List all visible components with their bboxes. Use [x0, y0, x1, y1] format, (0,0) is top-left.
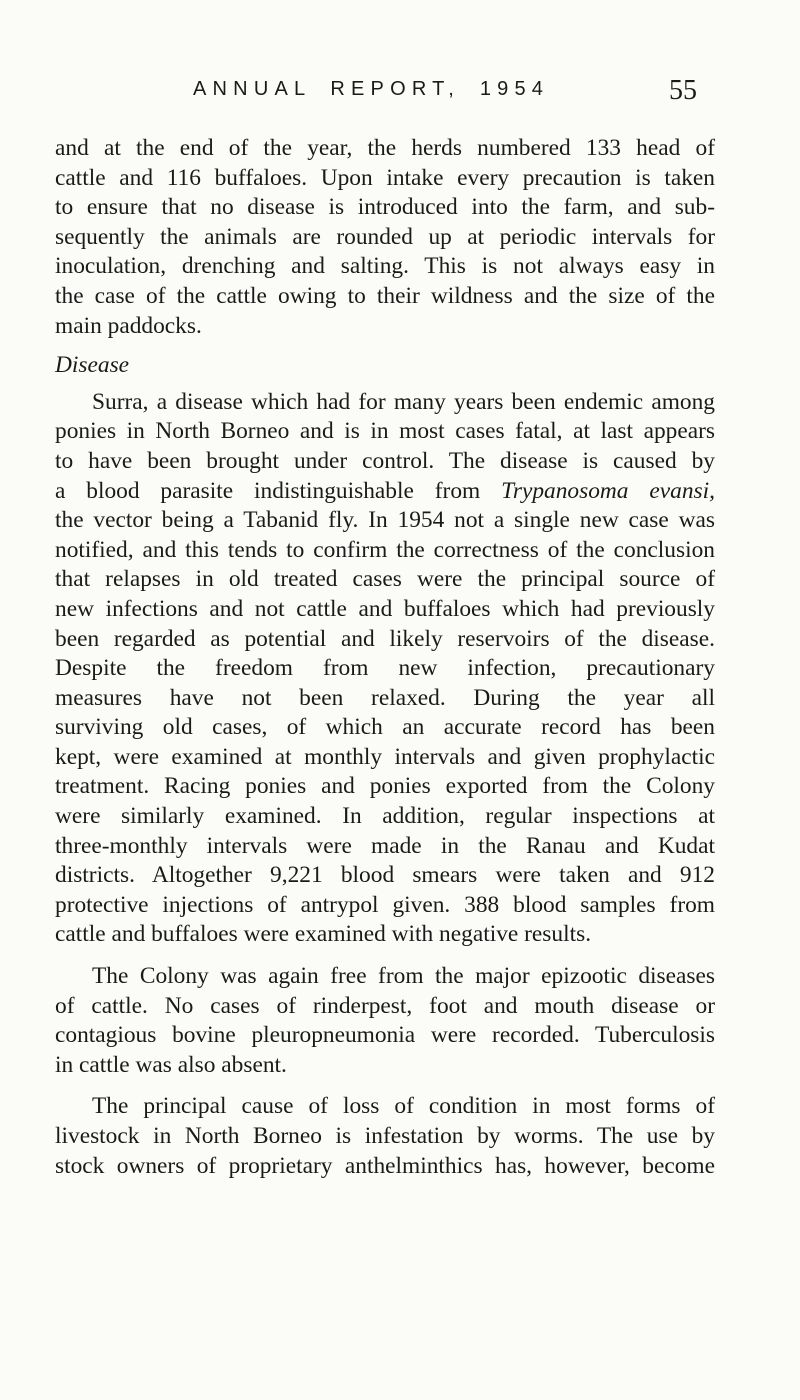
paragraph-epizootic: [55, 962, 715, 1080]
text-line: cattle and 116 buffaloes. Upon intake every precaution is taken: [55, 164, 715, 191]
text-line: in cattle was also absent.: [55, 1051, 287, 1078]
text-line: cattle and buffaloes were examined with negative results.: [55, 921, 592, 948]
page-number: 55: [669, 75, 697, 106]
text-line: [55, 477, 715, 507]
page-header: [0, 75, 800, 118]
text-line: livestock in North Borneo is infestation by worms. The use by: [55, 1123, 715, 1149]
text-fragment: a blood parasite indistinguishable from: [55, 477, 502, 504]
text-line: sequently the animals are rounded up at periodic intervals for: [55, 223, 715, 250]
paragraph-surra: [55, 388, 715, 950]
species-name: Trypanosoma evansi,: [501, 477, 715, 504]
text-line: of cattle. No cases of rinderpest, foot and mouth disease or: [55, 992, 715, 1019]
text-line: three-monthly intervals were made in the Ranau and Kudat: [55, 832, 715, 859]
section-heading: Disease: [55, 352, 130, 379]
running-title: ANNUAL REPORT, 1954: [193, 78, 550, 100]
text-line: that relapses in old treated cases were the principal source of: [55, 566, 715, 593]
text-line: contagious bovine pleuropneumonia were recorded. Tuberculosis: [55, 1022, 715, 1049]
text-line: kept, were examined at monthly intervals and given prophylactic: [55, 743, 715, 770]
text-line: treatment. Racing ponies and ponies exported from the Colony: [55, 773, 715, 800]
text-line: main paddocks.: [55, 312, 202, 339]
text-line: districts. Altogether 9,221 blood smears were taken and 912: [55, 862, 715, 889]
text-line: Despite the freedom from new infection, precautionary: [55, 655, 715, 682]
paragraph-gap: [55, 1080, 715, 1092]
paragraph-worms: [55, 1092, 715, 1181]
text-line: to have been brought under control. The disease is caused by: [55, 447, 715, 474]
text-line: The Colony was again free from the major epizootic diseases: [92, 963, 715, 990]
text-line: stock owners of proprietary anthelminthics has, however, become: [55, 1152, 715, 1179]
text-line: surviving old cases, of which an accurate record has been: [55, 714, 715, 741]
text-line: the vector being a Tabanid fly. In 1954 not a single new case was: [55, 507, 715, 534]
text-line: The principal cause of loss of condition in most forms of: [92, 1093, 715, 1120]
paragraph-farm-herds: [55, 134, 715, 341]
body-text: [55, 134, 715, 1181]
text-line: inoculation, drenching and salting. This is not always easy in: [55, 253, 715, 280]
text-line: ponies in North Borneo and is in most cases fatal, at last appears: [55, 418, 715, 445]
text-line: and at the end of the year, the herds numbered 133 head of: [55, 135, 715, 161]
text-line: been regarded as potential and likely reservoirs of the disease.: [55, 625, 715, 652]
paragraph-gap: [55, 950, 715, 962]
text-line: protective injections of antrypol given. 388 blood samples from: [55, 891, 715, 918]
text-line: to ensure that no disease is introduced into the farm, and sub-: [55, 194, 715, 221]
text-line: Surra, a disease which had for many years been endemic among: [92, 388, 715, 415]
text-line: measures have not been relaxed. During the year all: [55, 684, 715, 711]
text-line: notified, and this tends to confirm the correctness of the conclusion: [55, 536, 715, 563]
text-line: new infections and not cattle and buffaloes which had previously: [55, 595, 715, 622]
text-line: were similarly examined. In addition, regular inspections at: [55, 803, 715, 830]
text-line: the case of the cattle owing to their wildness and the size of the: [55, 282, 715, 309]
